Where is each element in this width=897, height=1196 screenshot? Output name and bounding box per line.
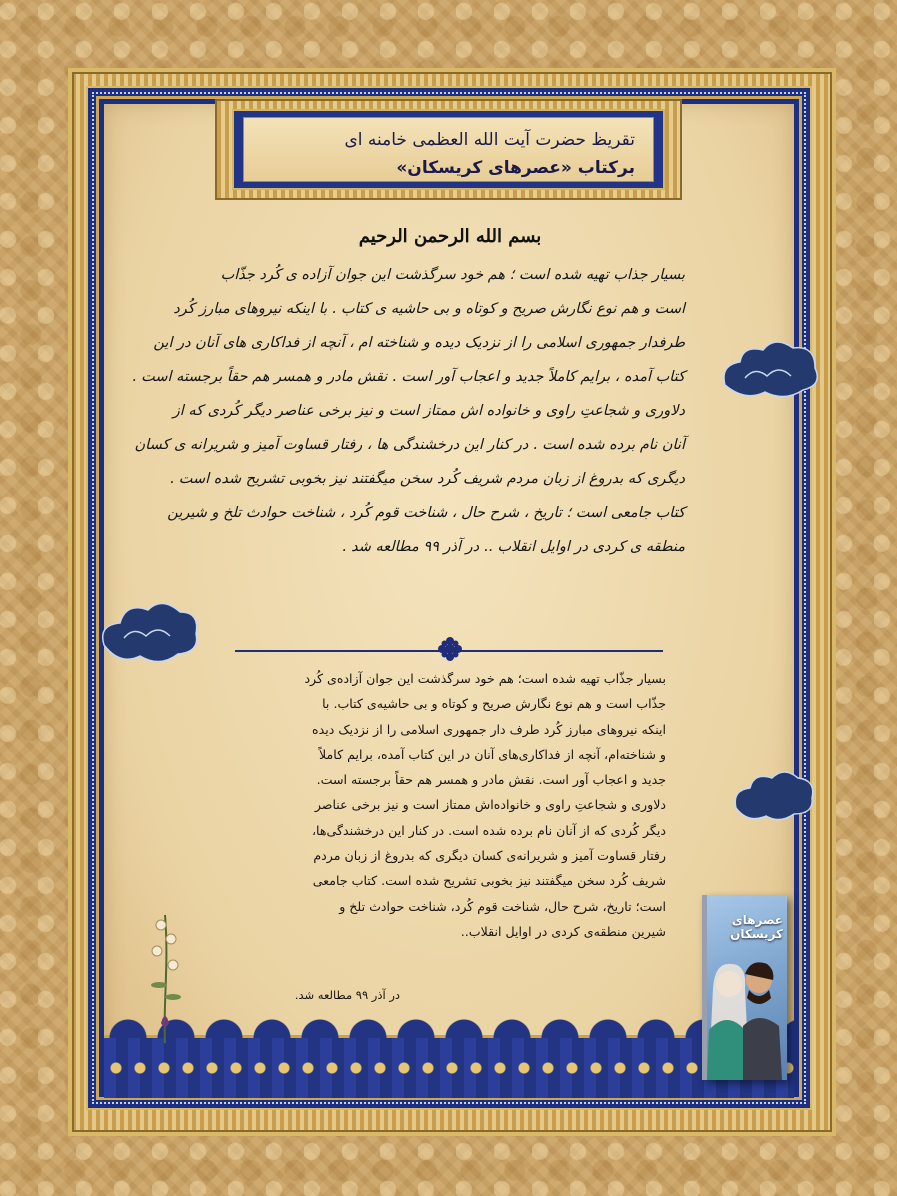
handwritten-line: طرفدار جمهوری اسلامی را از نزدیک دیده و شناخته ام ، آنچه از فداکاری های آنان در این bbox=[153, 335, 685, 351]
typed-line: بسیار جذّاب تهیه شده است؛ هم خود سرگذشت این جوان آزاده‌ی کُرد bbox=[304, 671, 666, 686]
header-title: تقریظ حضرت آیت الله العظمی خامنه ای bbox=[344, 130, 635, 150]
handwritten-note bbox=[131, 258, 685, 564]
header-blue-frame bbox=[232, 109, 665, 190]
handwritten-line: منطقه ی کردی در اوایل انقلاب .. در آذر ۹۹ مطالعه شد . bbox=[341, 539, 685, 555]
typed-transcription bbox=[232, 666, 666, 944]
handwritten-line: است و هم نوع نگارش صریح و کوتاه و بی حاشیه ی کتاب . با اینکه نیروهای مبارز کُرد bbox=[173, 301, 685, 317]
handwritten-line: بسیار جذاب تهیه شده است ؛ هم خود سرگذشت این جوان آزاده ی کُرد جذّاب bbox=[220, 267, 685, 283]
typed-line: جذّاب است و هم نوع نگارش صریح و کوتاه و بی حاشیه‌ی کتاب. با bbox=[322, 696, 666, 712]
book-cover-title: عصرهای کریسکان bbox=[730, 913, 783, 941]
cloud-ornament-icon bbox=[715, 330, 825, 410]
header-cartouche bbox=[215, 99, 682, 200]
handwritten-line: دیگری که بدروغ از زبان مردم شریف کُرد سخن میگفتند نیز بخوبی تشریح شده است . bbox=[169, 471, 685, 487]
typed-line: دلاوری و شجاعتِ راوی و خانواده‌اش ممتاز است و نیز برخی عناصر bbox=[314, 797, 666, 813]
bottom-tile-band bbox=[104, 1035, 794, 1098]
basmala: بسم الله الرحمن الرحیم bbox=[358, 226, 542, 247]
typed-line: اینکه نیروهای مبارز کُرد طرف دار جمهوری اسلامی را از نزدیک دیده bbox=[312, 721, 666, 737]
typed-line: جدید و اعجاب آور است. نقش مادر و همسر هم حقاً برجسته است. bbox=[316, 772, 666, 788]
typed-line: است؛ تاریخ، شرح حال، شناخت قوم کُرد، شناخت حوادث تلخ و bbox=[339, 898, 666, 914]
book-cover bbox=[702, 895, 787, 1080]
handwritten-line: کتاب جامعی است ؛ تاریخ ، شرح حال ، شناخت قوم کُرد ، شناخت حوادث تلخ و شیرین bbox=[167, 505, 685, 521]
header-book-name: برکتاب «عصرهای کریسکان» bbox=[396, 158, 635, 178]
parchment-page bbox=[104, 104, 794, 1094]
header-panel bbox=[243, 117, 654, 182]
typed-line: شریف کُرد سخن میگفتند نیز بخوبی تشریح شده است. کتاب جامعی bbox=[312, 873, 666, 889]
cloud-ornament-icon bbox=[96, 590, 206, 675]
handwritten-line: دلاوری و شجاعتِ راوی و خانواده اش ممتاز است و نیز برخی عناصر دیگر کُردی که از bbox=[172, 403, 685, 419]
typed-line: رفتار قساوت آمیز و شریرانه‌ی کسان دیگری که بدروغ از زبان مردم bbox=[313, 848, 666, 864]
ornamental-divider bbox=[235, 646, 663, 656]
handwritten-line: آنان نام برده شده است . در کنار این درخشندگی ها ، رفتار قساوت آمیز و شریرانه ی کسان bbox=[134, 437, 685, 453]
typed-line: شیرین منطقه‌ی کردی در اوایل انقلاب.. bbox=[460, 923, 666, 939]
date-note: در آذر ۹۹ مطالعه شد. bbox=[294, 988, 400, 1002]
typed-line: دیگر کُردی که از آنان نام برده شده است. در کنار این درخشندگی‌ها، bbox=[311, 822, 666, 838]
cloud-ornament-icon bbox=[728, 760, 818, 830]
rosette-icon bbox=[437, 636, 463, 662]
handwritten-line: کتاب آمده ، برایم کاملاً جدید و اعجاب آور است . نقش مادر و همسر هم حقاً برجسته است . bbox=[131, 369, 685, 385]
portrait-illustration-icon bbox=[707, 950, 782, 1080]
flower-sprig-icon bbox=[135, 905, 195, 1045]
typed-line: و شناخته‌ام، آنچه از فداکاری‌های آنان در این کتاب آمده، برایم کاملاً bbox=[318, 746, 666, 762]
